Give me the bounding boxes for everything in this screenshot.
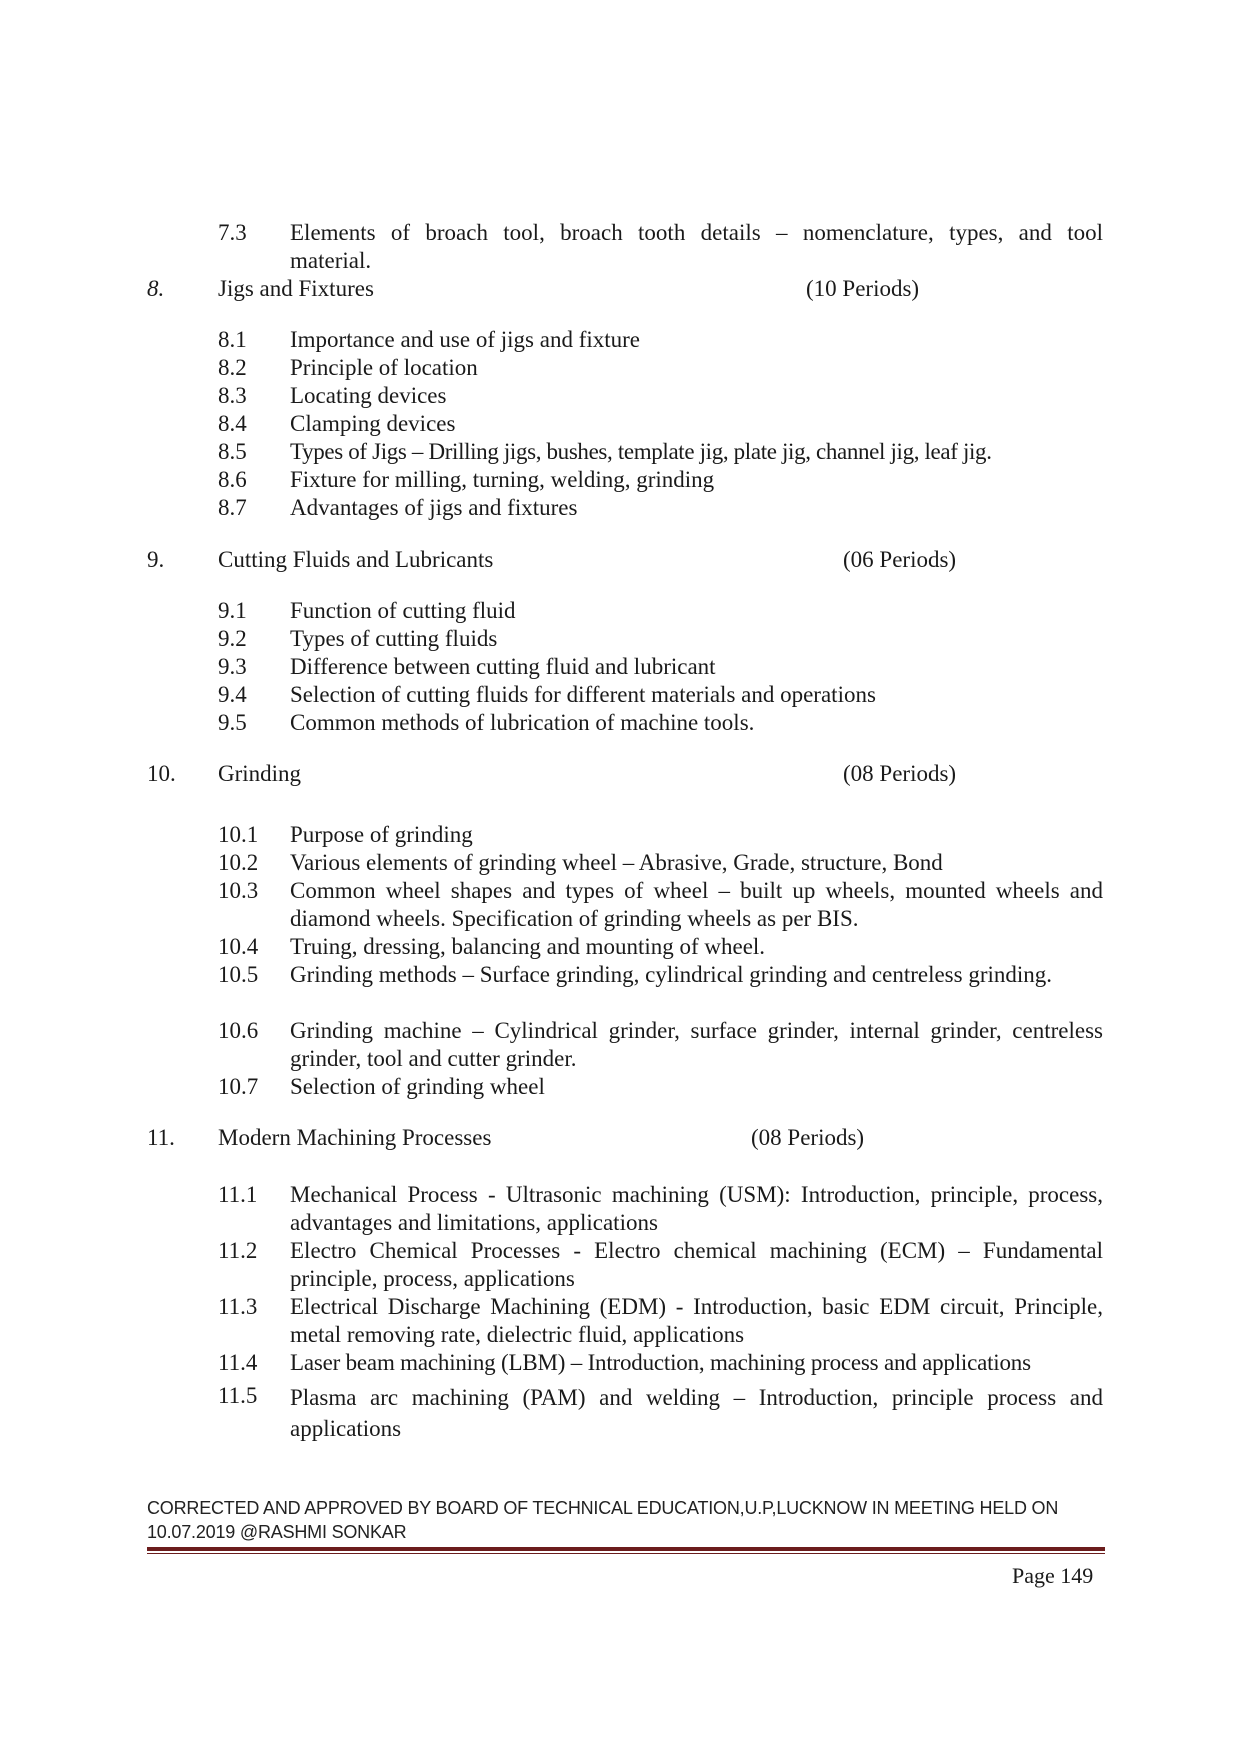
- item-number: 9.5: [218, 710, 247, 735]
- item-text: Types of cutting fluids: [290, 626, 498, 651]
- item-number: 10.1: [218, 822, 259, 847]
- item-text: Selection of grinding wheel: [290, 1074, 545, 1099]
- section-title: Jigs and Fixtures: [218, 276, 374, 301]
- item-text: Advantages of jigs and fixtures: [290, 495, 578, 520]
- item-number: 8.2: [218, 355, 247, 380]
- section-number: 9.: [147, 547, 165, 572]
- item-text: Fixture for milling, turning, welding, grinding: [290, 467, 715, 492]
- item-text: Selection of cutting fluids for different materials and operations: [290, 682, 876, 707]
- item-number: 11.1: [218, 1182, 258, 1207]
- item-text: Electrical Discharge Machining (EDM) - Introduction, basic EDM circuit, Principle, metal removing rate, dielectric fluid, applications: [290, 1294, 1103, 1347]
- footer-rule-thin: [147, 1553, 1105, 1554]
- item-text: Locating devices: [290, 383, 447, 408]
- item-number: 11.3: [218, 1294, 258, 1319]
- item-number: 8.1: [218, 327, 247, 352]
- approval-note-line-2: 10.07.2019 @RASHMI SONKAR: [147, 1522, 407, 1542]
- item-number: 10.7: [218, 1074, 259, 1099]
- item-number: 11.2: [218, 1238, 258, 1263]
- item-number: 11.4: [218, 1350, 258, 1375]
- item-text: Elements of broach tool, broach tooth details – nomenclature, types, and tool: [290, 220, 1103, 245]
- item-text: Purpose of grinding: [290, 822, 473, 847]
- item-number: 8.5: [218, 439, 247, 464]
- item-text: Truing, dressing, balancing and mounting of wheel.: [290, 934, 766, 959]
- section-number: 8.: [147, 276, 165, 301]
- item-text: Clamping devices: [290, 411, 456, 436]
- item-number: 7.3: [218, 220, 247, 245]
- item-text: Importance and use of jigs and fixture: [290, 327, 640, 352]
- item-number: 10.5: [218, 962, 259, 987]
- item-text: Various elements of grinding wheel – Abrasive, Grade, structure, Bond: [290, 850, 943, 875]
- item-text: Laser beam machining (LBM) – Introduction, machining process and applications: [290, 1350, 1031, 1375]
- item-number: 9.1: [218, 598, 247, 623]
- item-text: Plasma arc machining (PAM) and welding – Introduction, principle process and applications: [290, 1385, 1103, 1441]
- item-number: 9.2: [218, 626, 247, 651]
- item-text: Common methods of lubrication of machine tools.: [290, 710, 755, 735]
- footer-rule-thick: [147, 1547, 1105, 1551]
- section-periods: (10 Periods): [806, 276, 920, 301]
- section-title: Modern Machining Processes: [218, 1125, 492, 1150]
- item-number: 9.3: [218, 654, 247, 679]
- section-number: 10.: [147, 761, 176, 786]
- item-number: 8.7: [218, 495, 247, 520]
- item-text: Grinding machine – Cylindrical grinder, surface grinder, internal grinder, centreless grinder, tool and cutter grinder.: [290, 1018, 1103, 1071]
- item-number: 10.3: [218, 878, 259, 903]
- item-text: Mechanical Process - Ultrasonic machining (USM): Introduction, principle, process, advantages and limitations, applications: [290, 1182, 1103, 1235]
- item-text: Function of cutting fluid: [290, 598, 516, 623]
- item-number: 8.4: [218, 411, 247, 436]
- item-text: Difference between cutting fluid and lubricant: [290, 654, 716, 679]
- item-text: Electro Chemical Processes - Electro chemical machining (ECM) – Fundamental principle, process, applications: [290, 1238, 1103, 1291]
- item-text: Grinding methods – Surface grinding, cylindrical grinding and centreless grinding.: [290, 962, 1053, 987]
- item-number: 10.2: [218, 850, 259, 875]
- item-number: 8.3: [218, 383, 247, 408]
- section-number: 11.: [147, 1125, 175, 1150]
- approval-note: [147, 1496, 1107, 1544]
- item-text: Common wheel shapes and types of wheel – built up wheels, mounted wheels and diamond wheels. Specification of grinding wheels as per BIS.: [290, 878, 1103, 931]
- section-periods: (08 Periods): [751, 1125, 865, 1150]
- section-periods: (06 Periods): [843, 547, 957, 572]
- section-periods: (08 Periods): [843, 761, 957, 786]
- page-number: Page 149: [1012, 1563, 1094, 1588]
- item-number: 8.6: [218, 467, 247, 492]
- section-title: Grinding: [218, 761, 302, 786]
- item-text: Types of Jigs – Drilling jigs, bushes, template jig, plate jig, channel jig, leaf jig.: [290, 439, 992, 464]
- item-number: 10.6: [218, 1018, 259, 1043]
- item-number: 9.4: [218, 682, 247, 707]
- item-text: Principle of location: [290, 355, 478, 380]
- item-number: 10.4: [218, 934, 259, 959]
- approval-note-line-1: CORRECTED AND APPROVED BY BOARD OF TECHNICAL EDUCATION,U.P,LUCKNOW IN MEETING HELD ON: [147, 1498, 1059, 1518]
- item-number: 11.5: [218, 1383, 258, 1408]
- section-title: Cutting Fluids and Lubricants: [218, 547, 494, 572]
- item-text-continued: material.: [290, 248, 372, 273]
